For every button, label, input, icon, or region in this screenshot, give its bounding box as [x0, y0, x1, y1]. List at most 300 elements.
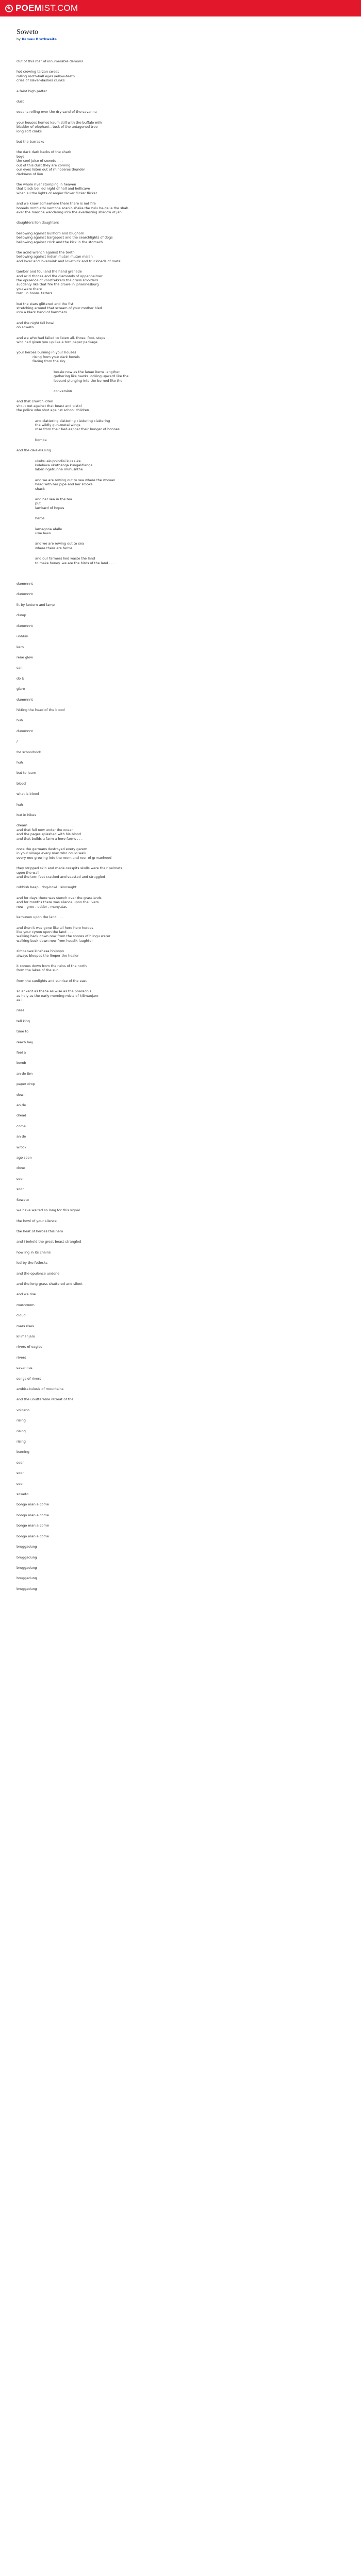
poem-line: and i behold the great beast strangled [17, 1240, 81, 1244]
poem-line: and for days there was stench over the grasslands [17, 895, 102, 900]
poem-line: savannas [17, 1366, 32, 1370]
stanza [17, 1355, 344, 1360]
stanza [17, 99, 344, 104]
poem-line: the howl of your silence [17, 1218, 57, 1223]
stanza [17, 1029, 344, 1033]
stanza [17, 803, 344, 807]
poem-line: and we rise [17, 1292, 36, 1297]
poem-line: volcano [17, 1408, 30, 1412]
poem-line: huh [17, 802, 23, 807]
poem-line: ever the mascoe wandering into the everlasting shadow of jah [17, 210, 122, 214]
poem-line: ukuhu akuphindisi kulaa-ke [35, 459, 81, 463]
poem-line: time to [17, 1029, 29, 1034]
stanza [17, 1124, 344, 1128]
stanza [17, 1555, 344, 1560]
poem-line: ambisabulusis of mountains [17, 1387, 64, 1391]
poem-line: the police who shot against school children [17, 408, 89, 413]
poem-line: dummnnt [17, 697, 33, 702]
poem-line: when all the lights of angier flicker flicker flicker [17, 191, 97, 195]
stanza [17, 448, 344, 452]
poem-line: rivers of eagles [17, 1345, 43, 1349]
stanza [17, 823, 344, 841]
stanza [17, 613, 344, 617]
poem-line: the dark dark backs of the shark [17, 150, 71, 155]
poem-line: Out of this roar of innumerable demons [17, 59, 83, 63]
poem-line: daughters lion daughters [17, 221, 59, 225]
poem-line: boys [17, 154, 25, 159]
stanza [17, 1134, 344, 1139]
poem-line: reach hey [17, 1040, 34, 1044]
stanza [17, 949, 344, 958]
poem-line: bladder of elephant . tusk of the antagened tree [17, 125, 98, 129]
stanza [17, 634, 344, 638]
poem-line: and then it was gone like all hero hero heroes [17, 925, 93, 930]
poem-line: bruggadung [17, 1565, 37, 1570]
poem-line: mushroom [17, 1302, 35, 1307]
poem-line: rising [17, 1418, 26, 1423]
stanza [54, 370, 344, 383]
stanza [17, 739, 344, 743]
poem-line: shout out against that beast and pistol [17, 403, 82, 408]
stanza [17, 782, 344, 786]
stanza [17, 59, 344, 63]
poem-line: so ankarit as thebe as wise as the pharaoh's [17, 989, 91, 994]
poem-line: and we who had failed to listen all. those. foot. steps [17, 335, 106, 340]
poem-line: dummnnt [17, 592, 33, 597]
stanza [17, 70, 344, 82]
stanza [17, 760, 344, 765]
poem-line: burning [17, 1450, 29, 1454]
poem-line: huh [17, 718, 23, 723]
poem-line: bellowing against crick and the kick in the stomach [17, 240, 103, 244]
poem-line: the wildly gun-metal wings [35, 422, 80, 427]
poem-line: upon the wall [17, 870, 40, 875]
poem-line: songs of rivers [17, 1376, 41, 1381]
stanza [17, 1471, 344, 1475]
poem-line: soon [17, 1460, 25, 1465]
poem-line: walking back down now from headik laughter [17, 938, 93, 943]
stanza [17, 1313, 344, 1317]
poem-line: tamber and foul and the hand grenade [17, 269, 82, 274]
stanza [35, 459, 344, 472]
stanza [17, 1093, 344, 1097]
author-link[interactable]: Kamau Brathwaite [22, 37, 57, 41]
stanza [17, 1198, 344, 1202]
stanza [17, 89, 344, 93]
poem-body [17, 59, 344, 1591]
stanza [17, 1366, 344, 1370]
poem-line: lamkard of hopes [35, 505, 64, 510]
stanza [17, 1250, 344, 1255]
poem-line: and our farmers lied waste the land [35, 556, 95, 561]
poem-line: hot crowing tarzan sweat [17, 70, 59, 74]
stanza [35, 419, 344, 432]
poem-line: and we know somewhere there there is not fire [17, 201, 96, 206]
poem-line: blood [17, 781, 26, 786]
poem-line: cloud [17, 1313, 26, 1318]
stanza [17, 1303, 344, 1307]
stanza [17, 645, 344, 649]
poem-line: kulehiwa ukuthanga kungaliflanga [35, 463, 93, 467]
poem-line: laben ngetrunha mkhusnthe [35, 467, 83, 472]
poem-line: head with her pipe and her smoke [35, 482, 93, 487]
stanza [17, 676, 344, 681]
stanza [35, 516, 344, 520]
stanza [17, 336, 344, 345]
stanza [17, 150, 344, 176]
poem-line: suddenly like that fire the crowe in johannesburg [17, 282, 99, 287]
stanza [17, 698, 344, 702]
stanza [17, 1272, 344, 1276]
stanza [17, 1418, 344, 1422]
poem-line: and we are rowing out to sea where the woman [35, 478, 116, 482]
poem-line: bellowing against bargepost and the searchlights of dogs [17, 235, 113, 240]
poem-line: bongo man a come [17, 1513, 49, 1517]
logo-suffix: IST.COM [41, 3, 78, 13]
poem-line: rising [17, 1439, 26, 1444]
stanza [17, 121, 344, 133]
poem-line: rising [17, 1429, 26, 1433]
poem-line: led by the fetlocks [17, 1261, 48, 1265]
poem-line: on soweto [17, 325, 34, 330]
poem-line: every one growing into the room and reer of grmanhood [17, 855, 111, 860]
poem-line: wrock [17, 1145, 27, 1149]
poem-line: bellowing against bullhorn and blughorn [17, 231, 85, 235]
stanza [17, 201, 344, 214]
poem-line: bomba [35, 437, 47, 442]
poem-line: dummnnt [17, 728, 33, 733]
poem-line: who had given you up like a torn paper package [17, 340, 97, 345]
poem-line: and clattering clattering clattering clattering [35, 418, 110, 423]
stanza [17, 1377, 344, 1381]
poem-line: / [17, 739, 18, 744]
poem-line: the heat of heroes this hero [17, 1229, 63, 1233]
poem-line: rivers [17, 1355, 26, 1360]
poem-line: to make honey. we are the birds of the land . . . [35, 561, 115, 565]
poem-line: cries of slaver-dashes clunks [17, 78, 65, 83]
poem-line: but the stars glittered and the fist [17, 301, 74, 306]
poem-line: and the pages splashed with his blood [17, 832, 81, 837]
stanza [17, 269, 344, 295]
poem-line: mars rises [17, 1324, 34, 1328]
poem-line: come [17, 1124, 26, 1128]
poem-line: rises [17, 1008, 25, 1013]
stanza [17, 885, 344, 889]
poem-line: always bloopes the limper the healer [17, 953, 79, 958]
poem-line: kero [17, 645, 24, 649]
poem-line: soon [17, 1481, 25, 1486]
poem-line: oceans rolling over the dry sand of the savanna [17, 110, 97, 114]
poem-line: and acid thodes and the diamonds of oppenheimer [17, 274, 103, 278]
stanza [17, 603, 344, 607]
poem-line: rising from your dark hovels [17, 354, 80, 359]
poem-line: and that builds a farm a hero farms . . . [17, 836, 83, 841]
poem-line: conversion [54, 388, 72, 393]
poem-line: bongo man a come [17, 1502, 49, 1507]
stanza [17, 750, 344, 754]
poem-line: it comes down from the ruins of the north [17, 963, 87, 968]
poem-line: and that fell now under the ocean [17, 827, 74, 832]
poem-line: bruggadung [17, 1586, 37, 1591]
poem-line: out of this dust they are coming [17, 163, 71, 167]
poem-line: long soft clinks [17, 129, 42, 133]
stanza [17, 1050, 344, 1055]
stanza [17, 302, 344, 315]
poem-line: leopard plunging into the burned like the [54, 378, 123, 383]
stanza [17, 1061, 344, 1065]
stanza [17, 221, 344, 225]
poem-line: soweto [17, 1492, 29, 1497]
poem-line: in your village every man who could walk [17, 851, 87, 856]
stanza [17, 1072, 344, 1076]
poem-line: tell king [17, 1019, 30, 1023]
pen-icon: ✎ [5, 5, 13, 12]
stanza [54, 389, 344, 393]
stanza [17, 1587, 344, 1591]
poem-line: into a black hand of hammers [17, 310, 67, 315]
poem-line: herbs [35, 516, 45, 521]
stanza [17, 1113, 344, 1117]
stanza [17, 250, 344, 263]
poem-line: rose from their bed-sapper their hunger of bonnes [35, 427, 120, 432]
stanza [17, 592, 344, 596]
poem-line: an de [17, 1103, 26, 1108]
stanza [17, 1397, 344, 1401]
poem-line: soon [17, 1187, 25, 1192]
stanza [17, 1450, 344, 1454]
by-label: by [17, 37, 21, 41]
stanza [17, 399, 344, 412]
poem-line: and for months there was silence upon the livers [17, 900, 99, 905]
poem-line: stretching around that scream of your mother bled [17, 306, 102, 311]
poem-line: gathering like hawks looking upward like the [54, 374, 129, 379]
stanza [17, 687, 344, 691]
poem-line: paper drop [17, 1082, 35, 1087]
poem-line: uwe lewo [35, 531, 51, 536]
poem-line: and we are rowing out to sea [35, 541, 84, 546]
poem-line: your houses homes kaum still with the buffalo milk [17, 120, 103, 125]
poem-line: the whole river stomping in heaven [17, 182, 76, 187]
poem-line: the acrid wrench against the teeth [17, 250, 75, 255]
stanza [17, 624, 344, 628]
poem-line: Soweto [17, 1197, 29, 1202]
stanza [17, 792, 344, 796]
poem-line: from the sunlights and sunrise of the east [17, 978, 87, 983]
stanza [17, 1334, 344, 1338]
poem-line: now . gree . udder . manyatas [17, 904, 67, 909]
stanza [17, 1408, 344, 1412]
poem-line: hitting the head of the blood [17, 707, 65, 712]
stanza [17, 1229, 344, 1233]
poem-line: done [17, 1166, 25, 1171]
stanza [17, 1208, 344, 1212]
stanza [17, 979, 344, 983]
poem-line: howling in its chains [17, 1250, 51, 1255]
poem-line: our eyes listen out of rhinoceros thunder [17, 167, 85, 172]
stanza [17, 1187, 344, 1191]
stanza [17, 1103, 344, 1107]
stanza [35, 527, 344, 536]
stanza [17, 989, 344, 1002]
poem-line: bomb [17, 1061, 26, 1065]
poem-line: but the barracks [17, 140, 44, 144]
poem-line: the opulence of voortrekkers the gruss smolders . . . [17, 278, 105, 282]
stanza [17, 1040, 344, 1044]
stanza [17, 321, 344, 330]
poem-line: bellowing against indian mutan mutan malan [17, 255, 93, 259]
poem-line: bessie now as the lanae items lengthen [54, 369, 121, 374]
poem-line: zimbabwe kinshasa hhipopo [17, 949, 64, 954]
poem-line: as I [17, 997, 23, 1002]
poem-line: torn. in boom. tatters [17, 291, 53, 296]
poem-line: soon [17, 1471, 25, 1476]
stanza [17, 1219, 344, 1223]
poem-line: but in bikes [17, 813, 36, 817]
stanza [17, 231, 344, 244]
poem-line: we have waited so long for this signal [17, 1208, 80, 1213]
stanza [17, 666, 344, 670]
stanza [17, 866, 344, 879]
poem-line: and the unutterable retreat of the [17, 1397, 74, 1402]
stanza [17, 1461, 344, 1465]
stanza [17, 1324, 344, 1328]
poem-line: you were there [17, 286, 42, 291]
stanza [17, 718, 344, 722]
poem-line: and the night fell howl [17, 320, 54, 325]
poem-line: they stripped skin and made cesspits skulls were their pelmets [17, 866, 123, 871]
stanza [17, 1545, 344, 1549]
poem-line: darkness of lion [17, 172, 43, 176]
poem-line: huh [17, 760, 23, 765]
stanza [17, 1576, 344, 1580]
poem-line: bongo man a come [17, 1523, 49, 1528]
stanza [35, 556, 344, 565]
stanza [17, 1156, 344, 1160]
poem-line: kamunen upon the land . . . [17, 915, 63, 920]
stanza [17, 1439, 344, 1444]
stanza [17, 1292, 344, 1296]
poem-line: lamagona afalle [35, 527, 62, 531]
poem-line: and the opulence undone [17, 1271, 60, 1276]
stanza [17, 1145, 344, 1149]
stanza [17, 1523, 344, 1528]
stanza [17, 771, 344, 775]
poem-line: dream [17, 823, 27, 828]
poem-line: do & [17, 676, 25, 681]
stanza [17, 1482, 344, 1486]
stanza [17, 1513, 344, 1517]
stanza [17, 182, 344, 195]
poem-line: dump [17, 613, 26, 618]
poem-line: glare [17, 687, 25, 691]
poem-line: bruggadung [17, 1576, 37, 1581]
stanza [17, 1387, 344, 1391]
stanza [17, 1082, 344, 1086]
stanza [17, 582, 344, 586]
stanza [17, 1345, 344, 1349]
stanza [17, 1240, 344, 1244]
poem-line: that black bellied night of hall and hellicave [17, 187, 90, 191]
stanza [17, 1019, 344, 1023]
poem-line: rolling moth-ball eyes yellow-teeth [17, 74, 75, 78]
stanza [17, 729, 344, 733]
poem-line: and the daisiels sing [17, 448, 51, 453]
poem-line: lit by lantern and lamp [17, 602, 55, 607]
poem-line: from the lakes of the sun [17, 968, 59, 973]
stanza [17, 140, 344, 144]
byline [17, 37, 344, 42]
poem-line: dummnnt [17, 623, 33, 628]
poem-line: unhluri [17, 634, 28, 639]
stanza [17, 1177, 344, 1181]
stanza [17, 1534, 344, 1538]
stanza [17, 1008, 344, 1012]
poem-line: walking back down now from the shores of hlingu water [17, 934, 110, 939]
stanza [17, 1492, 344, 1496]
stanza [17, 915, 344, 919]
poem-line: an de tim [17, 1071, 33, 1076]
poem-line: rubbish heap . dog-howl . sinnsoght [17, 885, 77, 890]
stanza [17, 926, 344, 943]
poem-line: can [17, 666, 23, 670]
poem-line: flaring from the sky [17, 359, 65, 364]
poem-line: put [35, 501, 41, 506]
stanza [17, 708, 344, 712]
stanza [17, 1566, 344, 1570]
poem-line: for schoolbook [17, 750, 41, 754]
poem-line: soon [17, 1176, 25, 1181]
poem-line: an de [17, 1134, 26, 1139]
poem-line: bruggadung [17, 1555, 37, 1560]
poem-line: shack [35, 486, 45, 491]
poem-line: and the long grass shattered and silent [17, 1281, 83, 1286]
poem-line: and lover and loverwink and lovethick and truckloads of metal [17, 259, 122, 263]
poem-line: the cool juice of sowetu . . . [17, 159, 63, 163]
stanza [17, 847, 344, 860]
poem-line: boreels mmhlethi nembha scanlo shaka the zulu be-gelia the shah [17, 206, 128, 210]
poem-line: kilimanjaro [17, 1334, 35, 1338]
poem-line: where there are farms [35, 546, 73, 550]
poem-line: what is blood [17, 792, 39, 796]
poem-line: as holy as the early morning mists of kilimanjaro [17, 993, 99, 998]
site-logo[interactable] [5, 3, 78, 13]
logo-text: POEM [15, 3, 42, 13]
poem-line: and that crowchildren [17, 399, 54, 404]
stanza [35, 497, 344, 510]
stanza [17, 1261, 344, 1265]
stanza [17, 964, 344, 973]
poem-line: your heroes burning in your houses [17, 350, 76, 355]
poem-line: once the germans destroyed every garem [17, 847, 88, 852]
stanza [17, 655, 344, 659]
poem-line: but to learn [17, 771, 36, 775]
poem-line: and her sea in the tea [35, 497, 72, 501]
stanza [35, 541, 344, 550]
poem-line: feel a [17, 1050, 26, 1055]
poem-line: bruggadung [17, 1545, 37, 1549]
stanza [17, 813, 344, 817]
stanza [17, 1502, 344, 1506]
stanza [17, 896, 344, 909]
poem-line: a faint high patter [17, 89, 47, 93]
poem-title: Soweto [17, 28, 38, 36]
stanza [35, 438, 344, 442]
poem-line: dummnnt [17, 582, 33, 586]
site-header [0, 0, 361, 16]
stanza [17, 1166, 344, 1170]
poem-line: ago soon [17, 1156, 32, 1160]
stanza [35, 478, 344, 491]
